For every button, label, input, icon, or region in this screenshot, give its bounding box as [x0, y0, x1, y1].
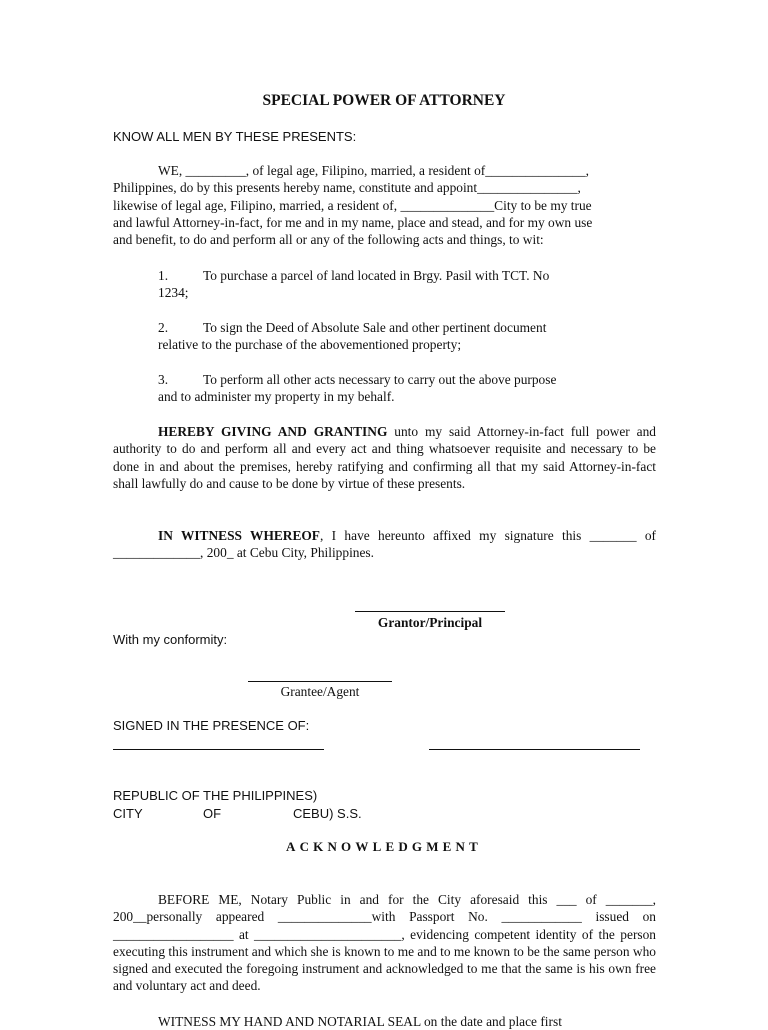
granting-paragraph — [113, 423, 656, 492]
notarial-witness-paragraph: WITNESS MY HAND AND NOTARIAL SEAL on the date and place first — [158, 1014, 562, 1029]
witness-whereof-text: , I have hereunto affixed my signature this _______ of _____________, 200_ at Cebu City, Philippines. — [113, 528, 656, 561]
item-number: 3. — [158, 372, 169, 387]
presence-text: SIGNED IN THE PRESENCE OF: — [113, 718, 310, 733]
appointment-line: and lawful Attorney-in-fact, for me and in my name, place and stead, and for my own use — [113, 214, 593, 230]
acknowledgment-title: ACKNOWLEDGMENT — [285, 839, 483, 854]
acknowledgment-paragraph: BEFORE ME, Notary Public in and for the City aforesaid this ___ of _______, 200__personally appeared ______________with Passport No. ____________ issued on __________________ at ______________________, evidencing competent identity of the person executing this instrument and which she is known to me and to me known to be the same person who signed and executed the foregoing instrument and acknowledged to me that the same is his own free and voluntary act and deed. — [113, 892, 656, 994]
document-title: SPECIAL POWER OF ATTORNEY — [262, 92, 506, 109]
list-item — [158, 267, 610, 302]
venue-city: CITY — [113, 806, 143, 821]
conformity-text: With my conformity: — [113, 632, 228, 647]
item-text: relative to the purchase of the abovementioned property; — [158, 337, 462, 353]
grantee-signature-line — [248, 681, 392, 682]
item-text: 1234; — [158, 285, 189, 301]
appointment-line: likewise of legal age, Filipino, married, a resident of, ______________City to be my true — [113, 197, 592, 213]
granting-text: unto my said Attorney-in-fact full power and authority to do and perform all and every act and thing whatsoever requisite and necessary to be done in and about the premises, hereby ratifying and confirming all that my said Attorney-in-fact shall lawfully do and cause to be done by virtue of these presents. — [113, 424, 656, 491]
item-text: To perform all other acts necessary to carry out the above purpose — [203, 372, 557, 387]
witness-whereof-paragraph — [113, 527, 656, 562]
grantor-signature-line — [355, 611, 505, 612]
witness-whereof-heading: IN WITNESS WHEREOF — [158, 528, 320, 543]
appointment-paragraph — [113, 162, 656, 248]
intro-text: KNOW ALL MEN BY THESE PRESENTS: — [113, 129, 357, 144]
witness-signature-line-2 — [429, 749, 640, 750]
item-number: 2. — [158, 320, 169, 335]
appointment-line: and benefit, to do and perform all or any of the following acts and things, to wit: — [113, 232, 544, 248]
venue-of: OF — [203, 806, 222, 821]
venue-republic: REPUBLIC OF THE PHILIPPINES) — [113, 788, 318, 803]
list-item — [158, 371, 610, 406]
item-text: To purchase a parcel of land located in Brgy. Pasil with TCT. No — [203, 268, 550, 283]
grantee-label: Grantee/Agent — [280, 684, 360, 699]
witness-signature-line-1 — [113, 749, 324, 750]
item-number: 1. — [158, 268, 169, 283]
item-text: To sign the Deed of Absolute Sale and other pertinent document — [203, 320, 547, 335]
list-item — [158, 319, 610, 354]
appointment-line: WE, _________, of legal age, Filipino, married, a resident of_______________, — [158, 163, 590, 178]
venue-cebu: CEBU) S.S. — [293, 806, 362, 821]
item-text: and to administer my property in my behalf. — [158, 389, 395, 405]
appointment-line: Philippines, do by this presents hereby name, constitute and appoint_______________, — [113, 180, 581, 196]
grantor-label: Grantor/Principal — [377, 615, 483, 630]
granting-heading: HEREBY GIVING AND GRANTING — [158, 424, 388, 439]
